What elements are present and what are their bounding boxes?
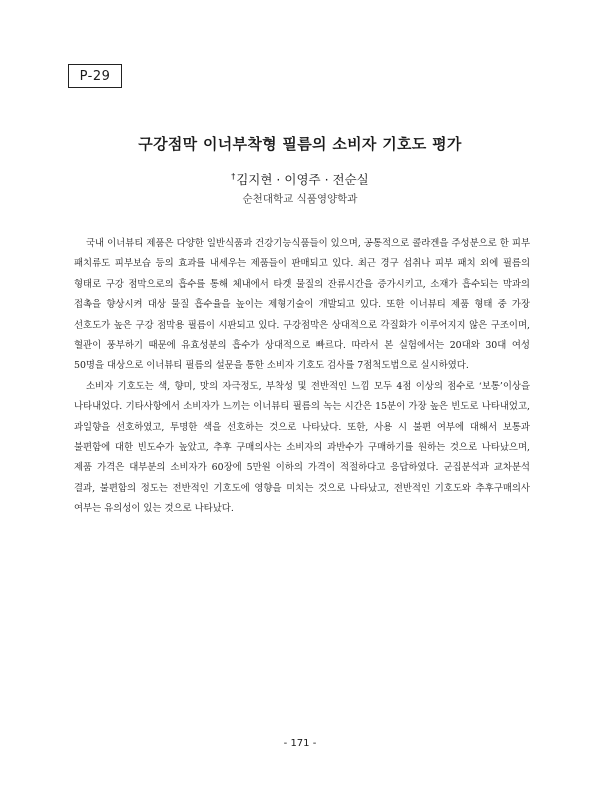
paper-title: 구강점막 이너부착형 필름의 소비자 기호도 평가 — [138, 135, 462, 153]
poster-id-box — [68, 64, 122, 88]
author-names: 김지현 · 이영주 · 전순실 — [236, 172, 369, 187]
author-line — [0, 170, 600, 188]
abstract-body — [74, 234, 530, 520]
page-number: - 171 - — [283, 738, 317, 749]
poster-id: P-29 — [79, 68, 111, 84]
corresponding-author-marker: † — [231, 171, 236, 181]
affiliation: 순천대학교 식품영양학과 — [242, 193, 358, 205]
abstract-paragraph-1: 국내 이너뷰티 제품은 다양한 일반식품과 건강기능식품들이 있으며, 공통적으로 콜라겐을 주성분으로 한 피부 패치류도 피부보습 등의 효과를 내세우는 제품들이 판매되고 있다. 최근 경구 섭취나 피부 패치 외에 필름의 형태로 구강 점막으로의 흡수를 통해 체내에서 타겟 물질의 잔류시간을 증가시키고, 소재가 흡수되는 막과의 접촉을 향상시켜 대상 물질 흡수율을 높이는 제형기술이 개발되고 있다. 또한 이너뷰티 제품 형태 중 가장 선호도가 높은 구강 점막용 필름이 시판되고 있다. 구강점막은 상대적으로 각질화가 이루어지지 않은 구조이며, 혈관이 풍부하기 때문에 유효성분의 흡수가 상대적으로 빠르다. 따라서 본 실험에서는 20대와 30대 여성 50명을 대상으로 이너뷰티 필름의 설문을 통한 소비자 기호도 검사를 7점척도법으로 실시하였다. — [74, 238, 530, 372]
abstract-paragraph-2: 소비자 기호도는 색, 향미, 맛의 자극정도, 부착성 및 전반적인 느낌 모두 4점 이상의 점수로 ‘보통’이상을 나타내었다. 기타사항에서 소비자가 느끼는 이너뷰티 필름의 녹는 시간은 15분이 가장 높은 빈도로 나타내었고, 과일향을 선호하였고, 투명한 색을 선호하는 것으로 나타났다. 또한, 사용 시 불편 여부에 대해서 보통과 불편함에 대한 빈도수가 높았고, 추후 구매의사는 소비자의 과반수가 구매하기를 원하는 것으로 나타났으며, 제품 가격은 대부분의 소비자가 60장에 5만원 이하의 가격이 적절하다고 응답하였다. 군집분석과 교차분석 결과, 불편함의 정도는 전반적인 기호도에 영향을 미치는 것으로 나타났고, 전반적인 기호도와 추후구매의사 여부는 유의성이 있는 것으로 나타났다. — [74, 380, 530, 515]
